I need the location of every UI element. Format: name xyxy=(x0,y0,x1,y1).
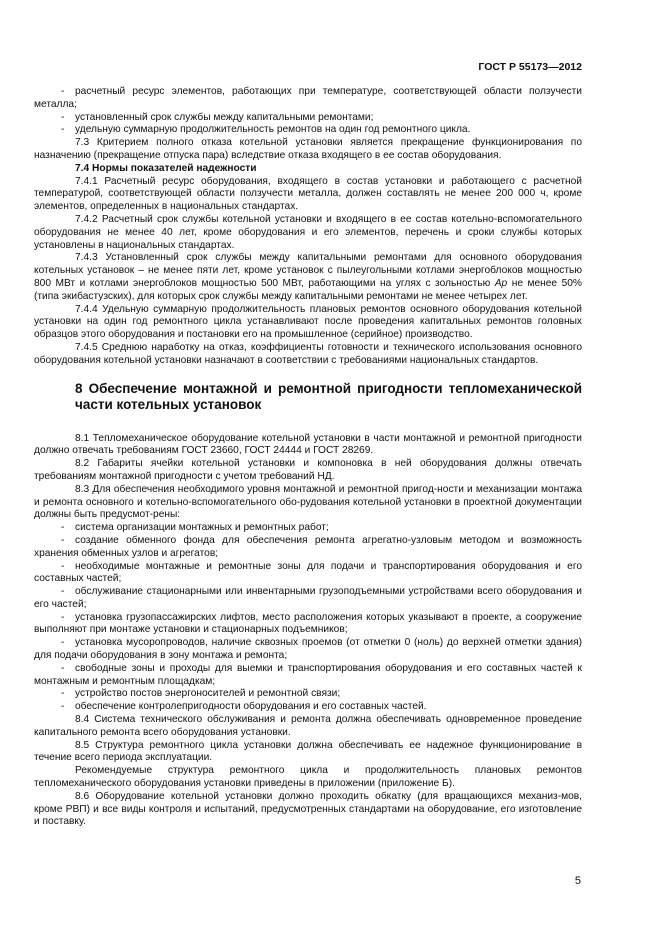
list-item-text: обеспечение контролепригодности оборудования и его составных частей. xyxy=(75,701,427,713)
section-8-heading: 8 Обеспечение монтажной и ремонтной пригодности тепломеханической части котельных установок xyxy=(75,380,582,412)
paragraph-7-4-3 xyxy=(34,252,582,303)
list-item xyxy=(34,522,582,535)
list-item-text: необходимые монтажные и ремонтные зоны для подачи и транспортирования оборудования и его составных частей; xyxy=(34,560,582,585)
list-item-text: устройство постов энергоносителей и ремонтной связи; xyxy=(75,688,341,700)
list-item xyxy=(34,637,582,663)
paragraph-8-3: 8.3 Для обеспечения необходимого уровня монтажной и ремонтной пригод-ности и механизации монтажа и ремонта основного и котельно-вспомогательного обо-рудования котельной установки в проектной документации должны быть предусмот-рены: xyxy=(34,483,582,521)
list-dash: - xyxy=(61,86,65,97)
paragraph-7-4-2: 7.4.2 Расчетный срок службы котельной установки и входящего в ее состав котельно-вспомогательного оборудования не менее 40 лет, кроме оборудования и его элементов, перечень и сроки службы которых установлены в национальных стандартах. xyxy=(34,213,582,251)
paragraph-text: 7.4.3 Установленный срок службы между капитальными ремонтами для основного оборудования котельных установок – не менее пяти лет, кроме установок с пылеугольными котлами энергоблоков мощностью 800 МВт и котлами энергоблоков мощностью 500 МВт, работающими на углях с зольностью xyxy=(34,252,582,289)
list-dash: - xyxy=(61,586,65,598)
list-item-text: свободные зоны и проходы для выемки и транспортирования оборудования и его составных частей к монтажным и ремонтным площадкам; xyxy=(34,662,582,687)
page-content xyxy=(34,86,582,829)
list-item xyxy=(34,612,582,638)
list-dash: - xyxy=(61,111,65,123)
list-item xyxy=(34,86,582,112)
list-dash: - xyxy=(61,522,65,534)
list-item-text: удельную суммарную продолжительность ремонтов на один год ремонтного цикла. xyxy=(75,124,471,136)
list-dash: - xyxy=(61,688,65,700)
list-item xyxy=(34,124,582,137)
paragraph-8-5-recommendation: Рекомендуемые структура ремонтного цикла и продолжительность плановых ремонтов тепломеханического оборудования установки приведены в приложении (приложение Б). xyxy=(34,765,582,790)
list-item xyxy=(34,535,582,561)
standard-header: ГОСТ Р 55173—2012 xyxy=(478,61,582,73)
list-item-text: расчетный ресурс элементов, работающих при температуре, соответствующей области ползучести металла; xyxy=(34,86,582,110)
list-dash: - xyxy=(61,611,65,623)
list-item xyxy=(34,561,582,587)
list-item-text: создание обменного фонда для обеспечения ремонта агрегатно-узловым методом и возможность хранения обменных узлов и агрегатов; xyxy=(34,534,582,559)
list-item xyxy=(34,663,582,689)
list-dash: - xyxy=(61,662,65,674)
paragraph-8-5: 8.5 Структура ремонтного цикла установки должна обеспечивать ее надежное функционирование в течение всего периода эксплуатации. xyxy=(34,739,582,764)
list-dash: - xyxy=(61,560,65,572)
paragraph-8-6: 8.6 Оборудование котельной установки должно проходить обкатку (для вращающихся механиз-мов, кроме РВП) и все виды контроля и испытаний, предусмотренных стандартами на оборудование, его изготовление и поставку. xyxy=(34,790,582,828)
list-item-text: установка грузопассажирских лифтов, место расположения которых указывают в проекте, а сооружение выполняют при монтаже установки и стационарных подъемников; xyxy=(34,611,582,636)
ash-content-symbol: Ар xyxy=(494,277,508,289)
list-item xyxy=(34,586,582,612)
list-dash: - xyxy=(61,534,65,546)
list-item-text: установка мусоропроводов, наличие сквозных проемов (от отметки 0 (ноль) до верхней отметки здания) для подачи оборудования в зону монтажа и ремонта; xyxy=(34,637,582,662)
paragraph-8-1: 8.1 Тепломеханическое оборудование котельной установки в части монтажной и ремонтной пригодности должно отвечать требованиям ГОСТ 23660, ГОСТ 24444 и ГОСТ 28269. xyxy=(34,432,582,457)
paragraph-7-4-5: 7.4.5 Среднюю наработку на отказ, коэффициенты готовности и технического использования основного оборудования котельной установки назначают в соответствии с требованиями национальных стандартов. xyxy=(34,341,582,366)
list-item xyxy=(34,701,582,714)
list-item-text: система организации монтажных и ремонтных работ; xyxy=(75,522,329,534)
subsection-heading-7-4: 7.4 Нормы показателей надежности xyxy=(75,162,257,174)
list-item xyxy=(34,688,582,701)
paragraph-7-3: 7.3 Критерием полного отказа котельной установки является прекращение функционирования по назначению (прекращение отпуска пара) вследствие отказа входящего в ее состав оборудования. xyxy=(34,137,582,161)
paragraph-8-4: 8.4 Система технического обслуживания и ремонта должна обеспечивать одновременное проведение капитального ремонта всего оборудования установки. xyxy=(34,714,582,738)
paragraph-text: не менее 50% (типа экибастузских), для которых срок службы между капитальными ремонтами не менее четырех лет. xyxy=(34,277,582,302)
paragraph-7-4-4: 7.4.4 Удельную суммарную продолжительность плановых ремонтов основного оборудования котельной установки на один год ремонтного цикла устанавливают после проведения капитальных ремонтов головных образцов этого оборудования и постановки его на промышленное (серийное) производство. xyxy=(34,303,582,341)
list-item xyxy=(34,112,582,125)
list-item-text: обслуживание стационарными или инвентарными грузоподъемными устройствами всего оборудования и его частей; xyxy=(34,586,582,610)
list-dash: - xyxy=(61,124,65,136)
list-item-text: установленный срок службы между капитальными ремонтами; xyxy=(75,111,374,123)
paragraph-8-2: 8.2 Габариты ячейки котельной установки и компоновка в ней оборудования должны отвечать требованиям монтажной пригодности с учетом требований НД. xyxy=(34,458,582,482)
list-dash: - xyxy=(61,701,65,713)
page-number: 5 xyxy=(574,875,581,887)
list-dash: - xyxy=(61,637,65,649)
paragraph-7-4-1: 7.4.1 Расчетный ресурс оборудования, входящего в состав установки и работающего с расчетной температурой, соответствующей области ползучести металла, должен составлять не менее 200 000 ч, кроме элементов, определенных в национальных стандартах. xyxy=(34,175,582,213)
